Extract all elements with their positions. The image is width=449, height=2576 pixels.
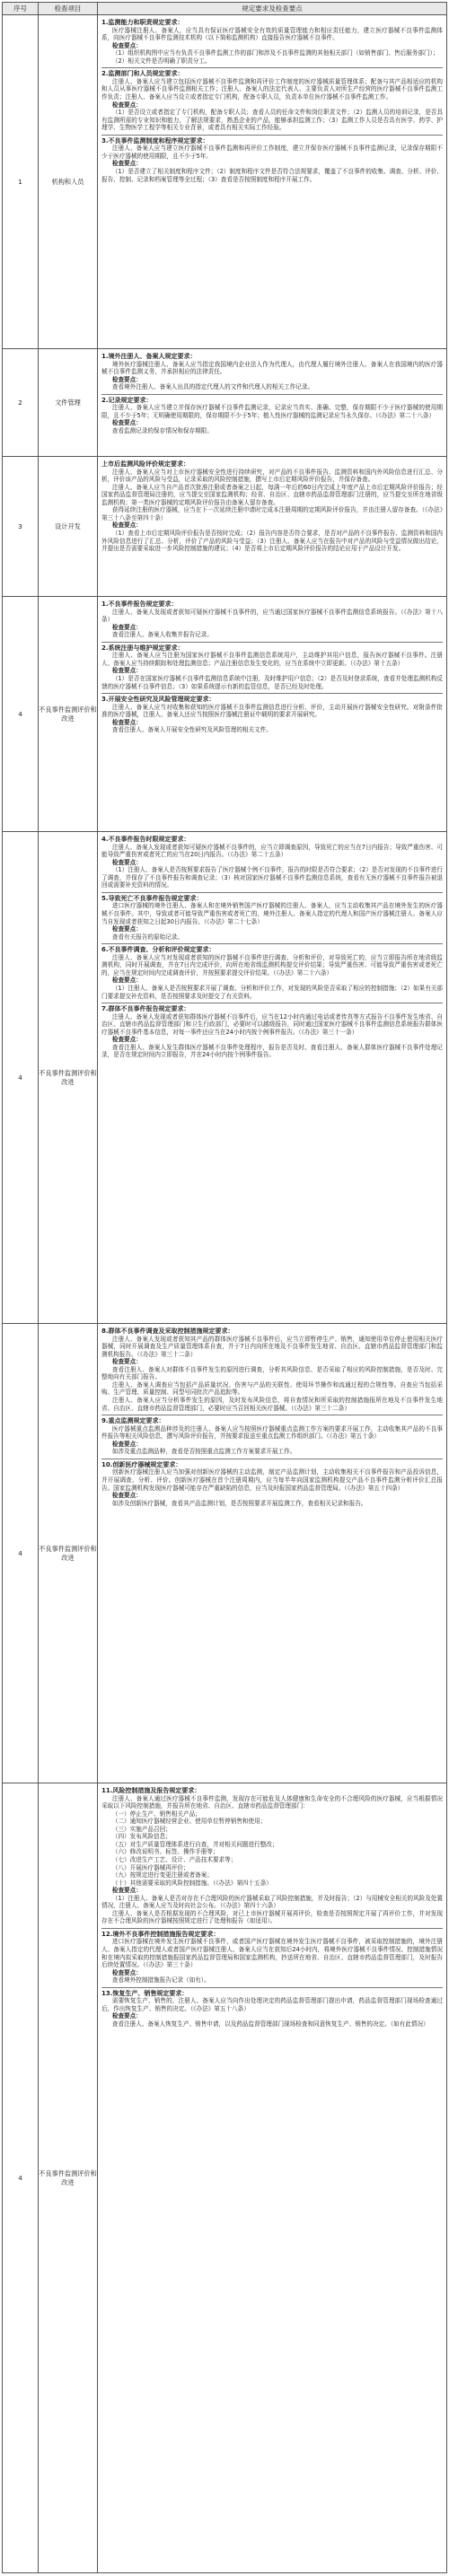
requirement-section (101, 67, 443, 134)
section-paragraph: 注册人、备案人调查应当包括产品质量状况、伤害与产品的关联性、使用环节操作和流通过程的合规性等。自查应当包括采购、生产管理、质量控制、同型号同批次产品追踪等。 (101, 1380, 443, 1397)
section-paragraph: 注册人、备案人应当分析事件发生的原因，及时发布风险信息，将自查情况和所采取的控制措施报所在地及不良事件发生地省、自治区、直辖市药品监督管理部门，必要时应当召回相关医疗器械。（《办法》第三十二条） (101, 1396, 443, 1412)
requirement-section (101, 135, 443, 186)
table-row (3, 349, 447, 457)
section-paragraph: 查看注册人、备案人对群体不良事件发生的原因进行调查，分析其风险信息、是否采取了相应的风险控制措施，是否及时、完整地向有关部门报告。 (101, 1365, 443, 1381)
section-paragraph: 注册人、备案人应当注册为国家医疗器械不良事件监测信息系统用户，主动维护其用户信息，报告医疗器械不良事件。注册人、备案人应当持续跟踪和处理监测信息；产品注册信息发生变化的，应当在系统中立即更新。（《办法》第十五条） (101, 652, 443, 667)
inspection-table (2, 2, 447, 2573)
section-paragraph: （九）按规定进行变更注册或者备案； (111, 1871, 213, 1879)
section-paragraph: （1）是否在国家医疗器械不良事件监测信息系统中注册，及时维护用户信息；（2）是否及时登录系统，查看并处理监测机构反馈的医疗器械不良事件信息；（3）如果系统提示有新的监管信息，是否已经及时处理。 (101, 675, 443, 690)
requirement-section (101, 892, 443, 943)
row-requirements (98, 1324, 447, 1783)
row-requirements (98, 1783, 447, 2573)
section-title: 2.记录规定要求： (101, 396, 153, 404)
section-paragraph: （1）是否建立了相关制度和程序文件；（2）制度和程序文件是否符合法规要求，覆盖了不良事件的收集、调查、分析、评价、报告、控制、记录和档案管理等全过程；（3）查看是否按照制度和程序开展工作。 (101, 167, 443, 183)
section-title: 13.恢复生产、销售规定要求： (101, 1989, 189, 1997)
section-title: 2.系统注册与维护规定要求： (101, 644, 184, 652)
section-paragraph: 如涉及创新医疗器械，查看其产品监测计划，是否按照要求开展监测工作，查看相关记录和报告。 (111, 1499, 367, 1507)
row-number: 4 (3, 832, 39, 1324)
check-points-label: 检查要点： (111, 623, 142, 631)
section-paragraph: 注册人、备案人应当建立包括医疗器械不良事件监测和再评价工作制度的医疗器械质量管理体系；配备与其产品相适应的机构和人员从事医疗器械不良事件监测相关工作；注册人、备案人的法定代表人、主要负责人对所生产经营的医疗器械不良事件监测工作负责；注册人、备案人应当设立或者指定专门机构，配备专职人员，负责本单位医疗器械不良事件监测工作。 (101, 77, 443, 101)
row-item: 机构和人员 (39, 15, 98, 349)
header-requirements: 规定要求及检查要点 (98, 3, 447, 15)
row-requirements (98, 832, 447, 1324)
header-number: 序号 (3, 3, 39, 15)
requirement-section (101, 351, 443, 394)
check-points-label: 检查要点： (111, 718, 142, 726)
section-paragraph: 注册人、备案人发现或者获知群体医疗器械不良事件后，应当在12小时内通过电话或者传真等方式报告不良事件发生地省、自治区、直辖市药品监督管理部门和卫生行政部门，必要时可以越级报告，同时通过国家医疗器械不良事件监测信息系统报告群体医疗器械不良事件基本信息，对每一事件还应当在24小时内按个例事件报告。（《办法》第三十一条） (101, 1012, 443, 1036)
row-item: 文件管理 (39, 349, 98, 457)
check-points-label: 检查要点： (111, 2012, 142, 2020)
section-paragraph: （1）查看上市后定期风险评价报告是否按时完成；（2）报告内容是否符合要求，是否对产品的不良事件报告、监测资料和国内外风险信息进行了汇总、分析，评价了产品的风险与受益；（3）注册人、备案人应当在报告中对产品的风险与受益情况做出结论，并提出是否需要采取进一步风险控制措施的建议；（4）是否将上市后定期风险评价报告的结论应用于产品设计开发。 (101, 529, 443, 553)
requirement-section (101, 943, 443, 1003)
section-paragraph: 如涉及重点监测品种，查看是否按照重点监测工作方案要求开展工作。 (111, 1448, 296, 1456)
section-paragraph: 注册人、备案人发现或者获知其产品的群体医疗器械不良事件后，应当立即暂停生产、销售，通知使用单位停止使用相关医疗器械，同时开展调查及生产质量管理体系自查，并于7日内向所在地及不良事件发生地省、自治区、直辖市药品监督管理部门和监测机构报告。（《办法》第三十二条） (101, 1335, 443, 1358)
row-item: 不良事件监测评价和改进 (39, 832, 98, 1324)
section-title: 6.不良事件调查、分析和评价规定要求： (101, 946, 216, 954)
section-title: 9.重点监测规定要求： (101, 1417, 165, 1425)
section-paragraph: 进口医疗器械的境外注册人、备案人和在境外销售国产医疗器械的注册人、备案人，应当主动收集其产品在境外发生的医疗器械不良事件。其中，导致或者可能导致严重伤害或者死亡的，境外注册人、备案人指定的代理人和国产医疗器械注册人、备案人应当自发现或者获知之日起30日内报告。（《办法》第二十七条） (101, 902, 443, 925)
section-paragraph: 创新医疗器械注册人应当加强对创新医疗器械的主动监测，制定产品监测计划，主动收集相关不良事件报告和产品投诉信息，并开展调查、分析、评价。创新医疗器械在首个注册周期内，应当每半年向国家监测机构提交产品不良事件监测分析评价汇总报告。国家监测机构发现医疗器械可能存在严重缺陷的信息，应当及时报国家药品监督管理局。（《办法》第五十四条） (101, 1468, 443, 1492)
section-paragraph: 注册人、备案人发现或者获知可疑医疗器械不良事件的，应当立即调查原因，导致死亡的应当在7日内报告；导致严重伤害、可能导致严重伤害或者死亡的应当在20日内报告。（《办法》第二十五条） (101, 843, 443, 859)
section-title: 11.风险控制措施及报告规定要求： (101, 1787, 201, 1794)
requirement-section (101, 642, 443, 693)
row-item: 不良事件监测评价和改进 (39, 1783, 98, 2573)
section-paragraph: 境外医疗器械注册人、备案人应当指定我国境内企业法人作为代理人，由代理人履行境外注册人、备案人在我国境内的医疗器械不良事件监测义务，并承担相应的法律责任。 (101, 360, 443, 376)
row-item: 不良事件监测评价和改进 (39, 1324, 98, 1783)
check-points-label: 检查要点： (111, 160, 142, 168)
requirement-section (101, 693, 443, 737)
header-item: 检查项目 (39, 3, 98, 15)
row-number: 4 (3, 1783, 39, 2573)
row-number: 3 (3, 457, 39, 597)
requirement-section (101, 599, 443, 642)
requirement-section (101, 394, 443, 438)
section-paragraph: 查看注册人、备案人恢复生产、销售申请，以及药品监督管理部门现场检查和同意恢复生产、销售的决定。（如有此情况） (111, 2020, 429, 2028)
section-title: 上市后监测风险评价规定要求： (101, 460, 189, 468)
requirement-section (101, 1987, 443, 2031)
section-paragraph: 进口医疗器械在境外发生医疗器械不良事件，或者国产医疗器械在境外发生医疗器械不良事件，被采取控制措施的，境外注册人、备案人指定的代理人或者国产医疗器械注册人、备案人应当在获知后24小时内，将境外医疗器械不良事件情况、控制措施情况和在境内拟采取的控制措施报国家药品监督管理局和国家监测机构，抄送所在地省、自治区、直辖市药品监督管理部门，及时报告后续处置情况。（《办法》第三十条） (101, 1938, 443, 1969)
section-title: 12.境外不良事件控制措施报告规定要求： (101, 1930, 220, 1938)
table-row (3, 597, 447, 832)
section-paragraph: 医疗器械重点监测品种涉及的注册人、备案人应当按照医疗器械重点监测工作方案的要求开展工作，主动收集其产品的不良事件报告等相关风险信息，撰写风险评价报告，并按要求报送至重点监测工作组织部门。（《办法》第五十条） (101, 1424, 443, 1441)
check-points-label: 检查要点： (111, 1887, 142, 1895)
section-paragraph: （1）注册人、备案人是否对存在不合理风险的医疗器械采取了风险控制措施，并及时报告；（2）与用械安全相关的风险及处置情况，注册人、备案人应当及时向社会公布。（《办法》第四十六条） (101, 1894, 443, 1910)
section-paragraph: 注册人、备案人是否根据发现的不合理风险，对已上市医疗器械开展再评价，检查是否按照规定开展了再评价工作，并对发现存在不合理风险的医疗器械按照规定进行了处理和报告（如适用）。 (101, 1909, 443, 1925)
row-number: 2 (3, 349, 39, 457)
row-requirements (98, 457, 447, 597)
section-paragraph: （三）实施产品召回； (111, 1825, 172, 1833)
section-paragraph: 获得延续注册的医疗器械，应当在下一次延续注册申请时完成本注册周期的定期风险评价报告，并由注册人留存备查。（《办法》第三十八条至第四十条） (101, 506, 443, 521)
row-number: 4 (3, 597, 39, 832)
section-paragraph: （六）修改说明书、标签、操作手册等； (111, 1848, 219, 1856)
table-header-row (3, 3, 447, 15)
check-points-label: 检查要点： (111, 419, 142, 427)
section-title: 1.监测能力和职责规定要求： (101, 19, 184, 26)
section-paragraph: （四）发布风险信息； (111, 1833, 172, 1841)
table-body (3, 15, 447, 2573)
section-paragraph: 注册人、备案人发现或者获知可疑医疗器械不良事件的，应当通过国家医疗器械不良事件监测信息系统报告。（《办法》第十八条） (101, 608, 443, 624)
requirement-section (101, 1326, 443, 1415)
section-paragraph: （1）组织机构图中应当有负责不良事件监测工作的部门和涉及不良事件监测的其他相关部门（如销售部门、售后服务部门）； (111, 49, 439, 57)
section-paragraph: 注册人、备案人通过医疗器械不良事件监测，发现存在可能危及人体健康和生命安全的不合理风险的医疗器械，应当根据情况采取以下风险控制措施，并报告所在地省、自治区、直辖市药品监督管理部门： (101, 1794, 443, 1810)
section-paragraph: 注册人、备案人应当建立并保存医疗器械不良事件监测记录，记录应当真实、准确、完整，保存期限不少于医疗器械的使用期限，且不少于5年；无明确使用期限的，保存期限不少于5年；植入性医疗器械的监测记录应当永久保存。（《办法》第二十八条） (101, 404, 443, 419)
table-row (3, 832, 447, 1324)
check-points-label: 检查要点： (111, 1036, 142, 1044)
requirement-section (101, 834, 443, 892)
requirement-section (101, 17, 443, 67)
check-points-label: 检查要点： (111, 521, 142, 530)
section-title: 7.群体不良事件报告规定要求： (101, 1005, 190, 1013)
section-paragraph: 医疗器械注册人、备案人，应当具有保证医疗器械安全有效的质量管理能力和相应责任能力，建立医疗器械不良事件监测体系，向医疗器械不良事件监测技术机构（以下简称监测机构）直接报告医疗器械不良事件。 (101, 26, 443, 42)
section-paragraph: 注册人、备案人应当对发现或者获知的医疗器械不良事件进行调查、分析和评价，对导致死亡的，应当立即报告所在地省级监测机构，同时开展调查，并在7日内完成评价，向所在地省级监测机构提交评价结果；导致严重伤害、可能导致严重伤害或者死亡的，应当在规定时间内完成调查评价，并按照要求提交评价结果。（《办法》第二十六条） (101, 953, 443, 977)
section-paragraph: 查看有关报告的原始记录。 (111, 933, 183, 941)
section-paragraph: （1）注册人、备案人是否按照要求报告了医疗器械个例不良事件，报告的时限是否符合要求；（2）是否对发现的不良事件进行了调查，并保存了不良事件报告和调查记录；（3）核对国家医疗器械不良事件监测信息系统，查看有无医疗器械不良事件报告被退回或需要补充资料的情况。 (101, 866, 443, 889)
requirement-section (101, 1928, 443, 1987)
requirement-section (101, 1415, 443, 1459)
check-points-label: 检查要点： (111, 41, 142, 49)
check-points-label: 检查要点： (111, 375, 142, 383)
check-points-label: 检查要点： (111, 858, 142, 866)
section-paragraph: 查看注册人、备案人开展安全性研究及风险管理的相关文件。 (111, 726, 272, 734)
section-paragraph: （五）对生产质量管理体系进行自查，并对相关问题进行整改； (111, 1840, 278, 1848)
requirement-section (101, 1003, 443, 1062)
section-paragraph: 查看注册人、备案人发生群体医疗器械不良事件处理程序，报告是否及时。查看注册人、备案人群体医疗器械不良事件处理记录，是否在规定时间内立即报告，并在24小时内按个例事件报告。 (101, 1043, 443, 1059)
row-requirements (98, 597, 447, 832)
section-paragraph: 注册人、备案人应当对收集和获知的医疗器械不良事件监测信息进行分析、评价，主动开展医疗器械安全性研究。对附条件批准的医疗器械，注册人、备案人还应当按照医疗器械注册证中载明的要求开展研究。 (101, 703, 443, 719)
section-paragraph: （一）停止生产、销售相关产品； (111, 1809, 201, 1818)
row-requirements (98, 15, 447, 349)
row-number: 1 (3, 15, 39, 349)
check-points-label: 检查要点： (111, 977, 142, 985)
row-requirements (98, 349, 447, 457)
section-title: 5.导致死亡不良事件报告规定要求： (101, 894, 203, 902)
check-points-label: 检查要点： (111, 667, 142, 675)
row-item: 不良事件监测评价和改进 (39, 597, 98, 832)
section-paragraph: （1）是否设立或者指定了专门机构，配备专职人员；查看人员的任命文件和岗位职责文件；（2）监测人员的培训记录，是否具有监测所需的专业知识和能力，了解法规要求，熟悉企业的产品，能够承担监测工作；（3）监测工作人员是否具有医学、药学、护理学、生物医学工程学等相关专业背景，或者具有相关实际工作经验。 (101, 109, 443, 132)
table-row (3, 1783, 447, 2573)
section-title: 8.群体不良事件调查及采取控制措施规定要求： (101, 1327, 234, 1335)
requirement-section (101, 1459, 443, 1510)
section-title: 4.不良事件报告时限规定要求： (101, 836, 190, 843)
section-paragraph: 注册人、备案人应当自产品首次批准注册或者备案之日起，每满一年后的60日内完成上年度产品上市后定期风险评价报告；经国家药品监督管理局注册的，应当提交至国家监测机构；经省、自治区、直辖市药品监督管理部门注册的，应当提交至所在地省级监测机构；第一类医疗器械的定期风险评价报告由备案人留存备查。 (101, 483, 443, 506)
check-points-label: 检查要点： (111, 1358, 142, 1366)
section-paragraph: 查看注册人、备案人收集并报告记录。 (111, 631, 213, 639)
check-points-label: 检查要点： (111, 925, 142, 933)
check-points-label: 检查要点： (111, 101, 142, 109)
section-title: 3.开展安全性研究及风险管理规定要求： (101, 696, 216, 704)
section-paragraph: （七）改进生产工艺、设计、产品技术要求等； (111, 1855, 237, 1863)
section-paragraph: （十）其他需要采取的风险控制措施。（《办法》第四十五条） (111, 1879, 272, 1887)
row-item: 设计开发 (39, 457, 98, 597)
section-paragraph: 查看境外控制措施报告记录（如有）。 (111, 1976, 210, 1985)
requirement-section (101, 1785, 443, 1928)
row-number: 4 (3, 1324, 39, 1783)
section-title: 1.境外注册人、备案人规定要求： (101, 353, 197, 360)
section-title: 3.不良事件监测制度和程序规定要求： (101, 136, 209, 145)
section-paragraph: （二）通知医疗器械经营企业、使用单位暂停销售和使用； (111, 1818, 267, 1826)
section-paragraph: 查看境外注册人、备案人出具的指定代理人的文件和代理人的相关工作记录。 (111, 383, 314, 391)
table-row (3, 15, 447, 349)
check-points-label: 检查要点： (111, 1440, 142, 1448)
section-paragraph: 需要恢复生产、销售的，注册人、备案人应当向作出处理决定的药品监督管理部门提出申请，药品监督管理部门现场检查通过后，作出恢复生产、销售的决定。（《办法》第五十八条） (101, 1997, 443, 2012)
section-title: 2.监测部门和人员规定要求： (101, 70, 184, 78)
section-paragraph: （八）开展医疗器械再评价； (111, 1863, 189, 1871)
section-title: 1.不良事件报告规定要求： (101, 600, 178, 608)
section-paragraph: 查看监测记录的保存情况和保存期限。 (111, 427, 213, 435)
section-paragraph: （1）注册人、备案人是否按照要求开展了调查、分析和评价工作，对发现的风险是否采取了相应的控制措施；（2）如果有关部门要求提交补充资料，是否按照要求及时提交了有关资料。 (101, 984, 443, 1000)
requirement-section (101, 459, 443, 556)
table-row (3, 1324, 447, 1783)
table-row (3, 457, 447, 597)
section-paragraph: （2）相关文件是否明确了职责分工。 (111, 57, 211, 65)
section-paragraph: 注册人、备案人应当建立医疗器械不良事件监测和再评价工作制度，建立并保存医疗器械不良事件监测记录，记录保存期限不少于医疗器械的使用期限，且不少于5年。 (101, 145, 443, 160)
section-title: 10.创新医疗器械规定要求： (101, 1460, 182, 1468)
check-points-label: 检查要点： (111, 1492, 142, 1500)
section-paragraph: 注册人、备案人应当对上市医疗器械安全性进行持续研究，对产品的不良事件报告、监测资料和国内外风险信息进行汇总、分析，评价该产品的风险与受益，记录采取的风险控制措施，撰写上市后定期风险评价报告，并保存备查。 (101, 468, 443, 484)
check-points-label: 检查要点： (111, 1968, 142, 1976)
